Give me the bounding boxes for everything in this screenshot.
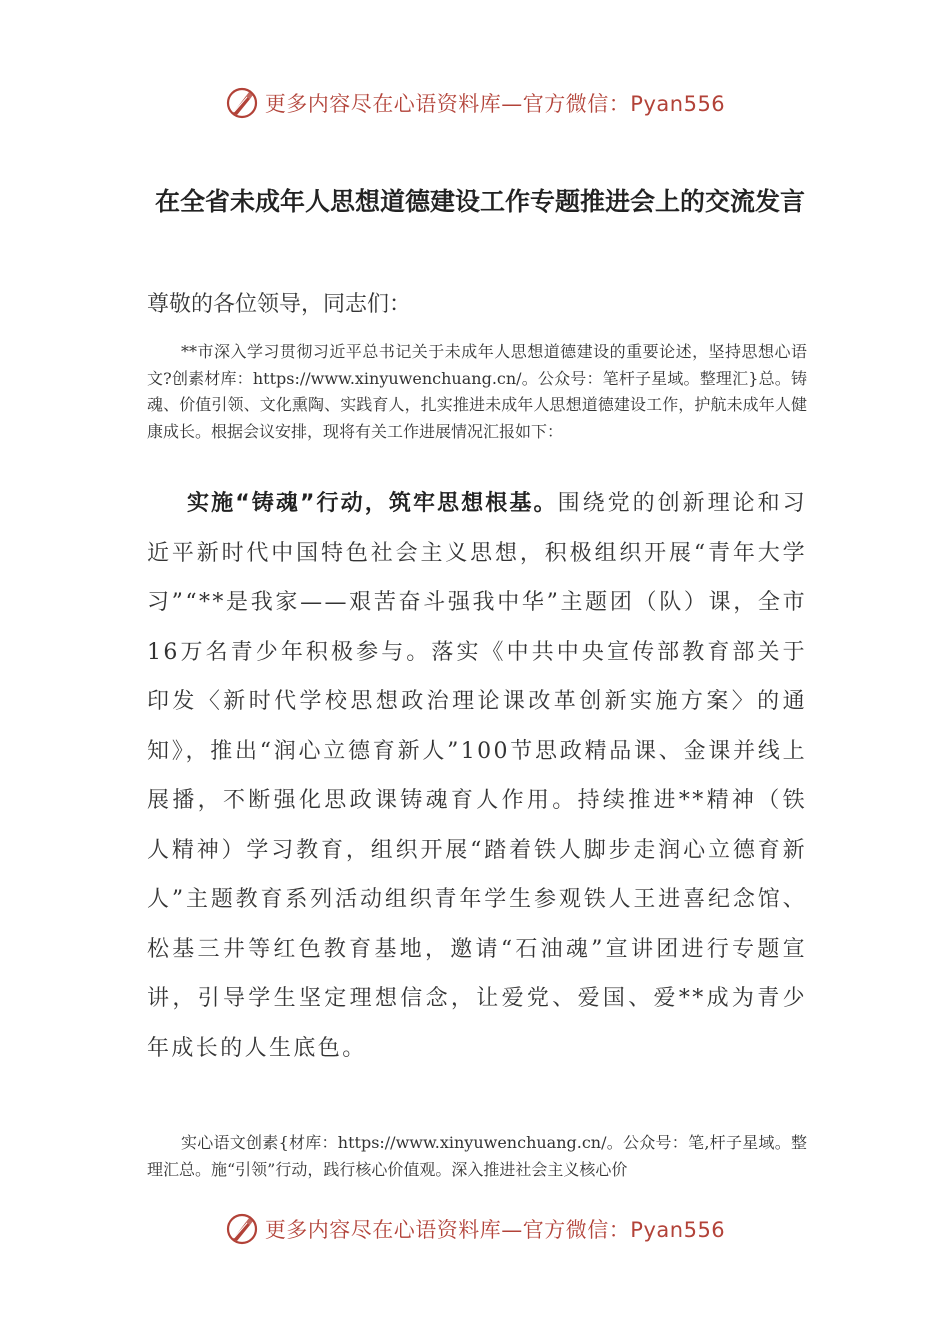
pen-nib-logo-icon — [225, 86, 259, 120]
section-body: 围绕党的创新理论和习近平新时代中国特色社会主义思想，积极组织开展“青年大学习”“**是我家——艰苦奋斗强我中华”主题团（队）课，全市16万名青少年积极参与。落实《中共中央宣传部教育部关于印发〈新时代学校思想政治理论课改革创新实施方案〉的通知》，推出“润心立德育新人”100节思政精品课、金课并线上展播，不断强化思政课铸魂育人作用。持续推进**精神（铁人精神）学习教育，组织开展“踏着铁人脚步走润心立德育新人”主题教育系列活动组织青年学生参观铁人王进喜纪念馆、松基三井等红色教育基地，邀请“石油魂”宣讲团进行专题宣讲，引导学生坚定理想信念，让爱党、爱国、爱**成为青少年成长的人生底色。 — [147, 491, 807, 1061]
watermark-text: 更多内容尽在心语资料库—官方微信：Pyan556 — [264, 1218, 726, 1242]
footer-watermark — [0, 1209, 950, 1249]
pen-nib-logo-icon — [225, 1212, 259, 1246]
document-title: 在全省未成年人思想道德建设工作专题推进会上的交流发言 — [154, 187, 805, 216]
next-section-paragraph: 实心语文创素{材库：https://www.xinyuwenchuang.cn/。公众号：笔,杆子星域。整理汇总。施“引领”行动，践行核心价值观。深入推进社会主义核心价 — [147, 1133, 807, 1179]
intro-paragraph: **市深入学习贯彻习近平总书记关于未成年人思想道德建设的重要论述，坚持思想心语文?创素材库：https://www.xinyuwenchuang.cn/。公众号：笔杆子星域。整理汇}总。铸魂、价值引领、文化熏陶、实践育人，扎实推进未成年人思想道德建设工作，护航未成年人健康成长。根据会议安排，现将有关工作进展情况汇报如下： — [147, 342, 807, 441]
section-paragraph — [147, 479, 807, 1073]
salutation: 尊敬的各位领导，同志们： — [147, 292, 412, 317]
watermark-text: 更多内容尽在心语资料库—官方微信：Pyan556 — [264, 92, 726, 116]
section-lead: 实施“铸魂”行动，筑牢思想根基。 — [187, 491, 558, 516]
header-watermark — [0, 83, 950, 123]
